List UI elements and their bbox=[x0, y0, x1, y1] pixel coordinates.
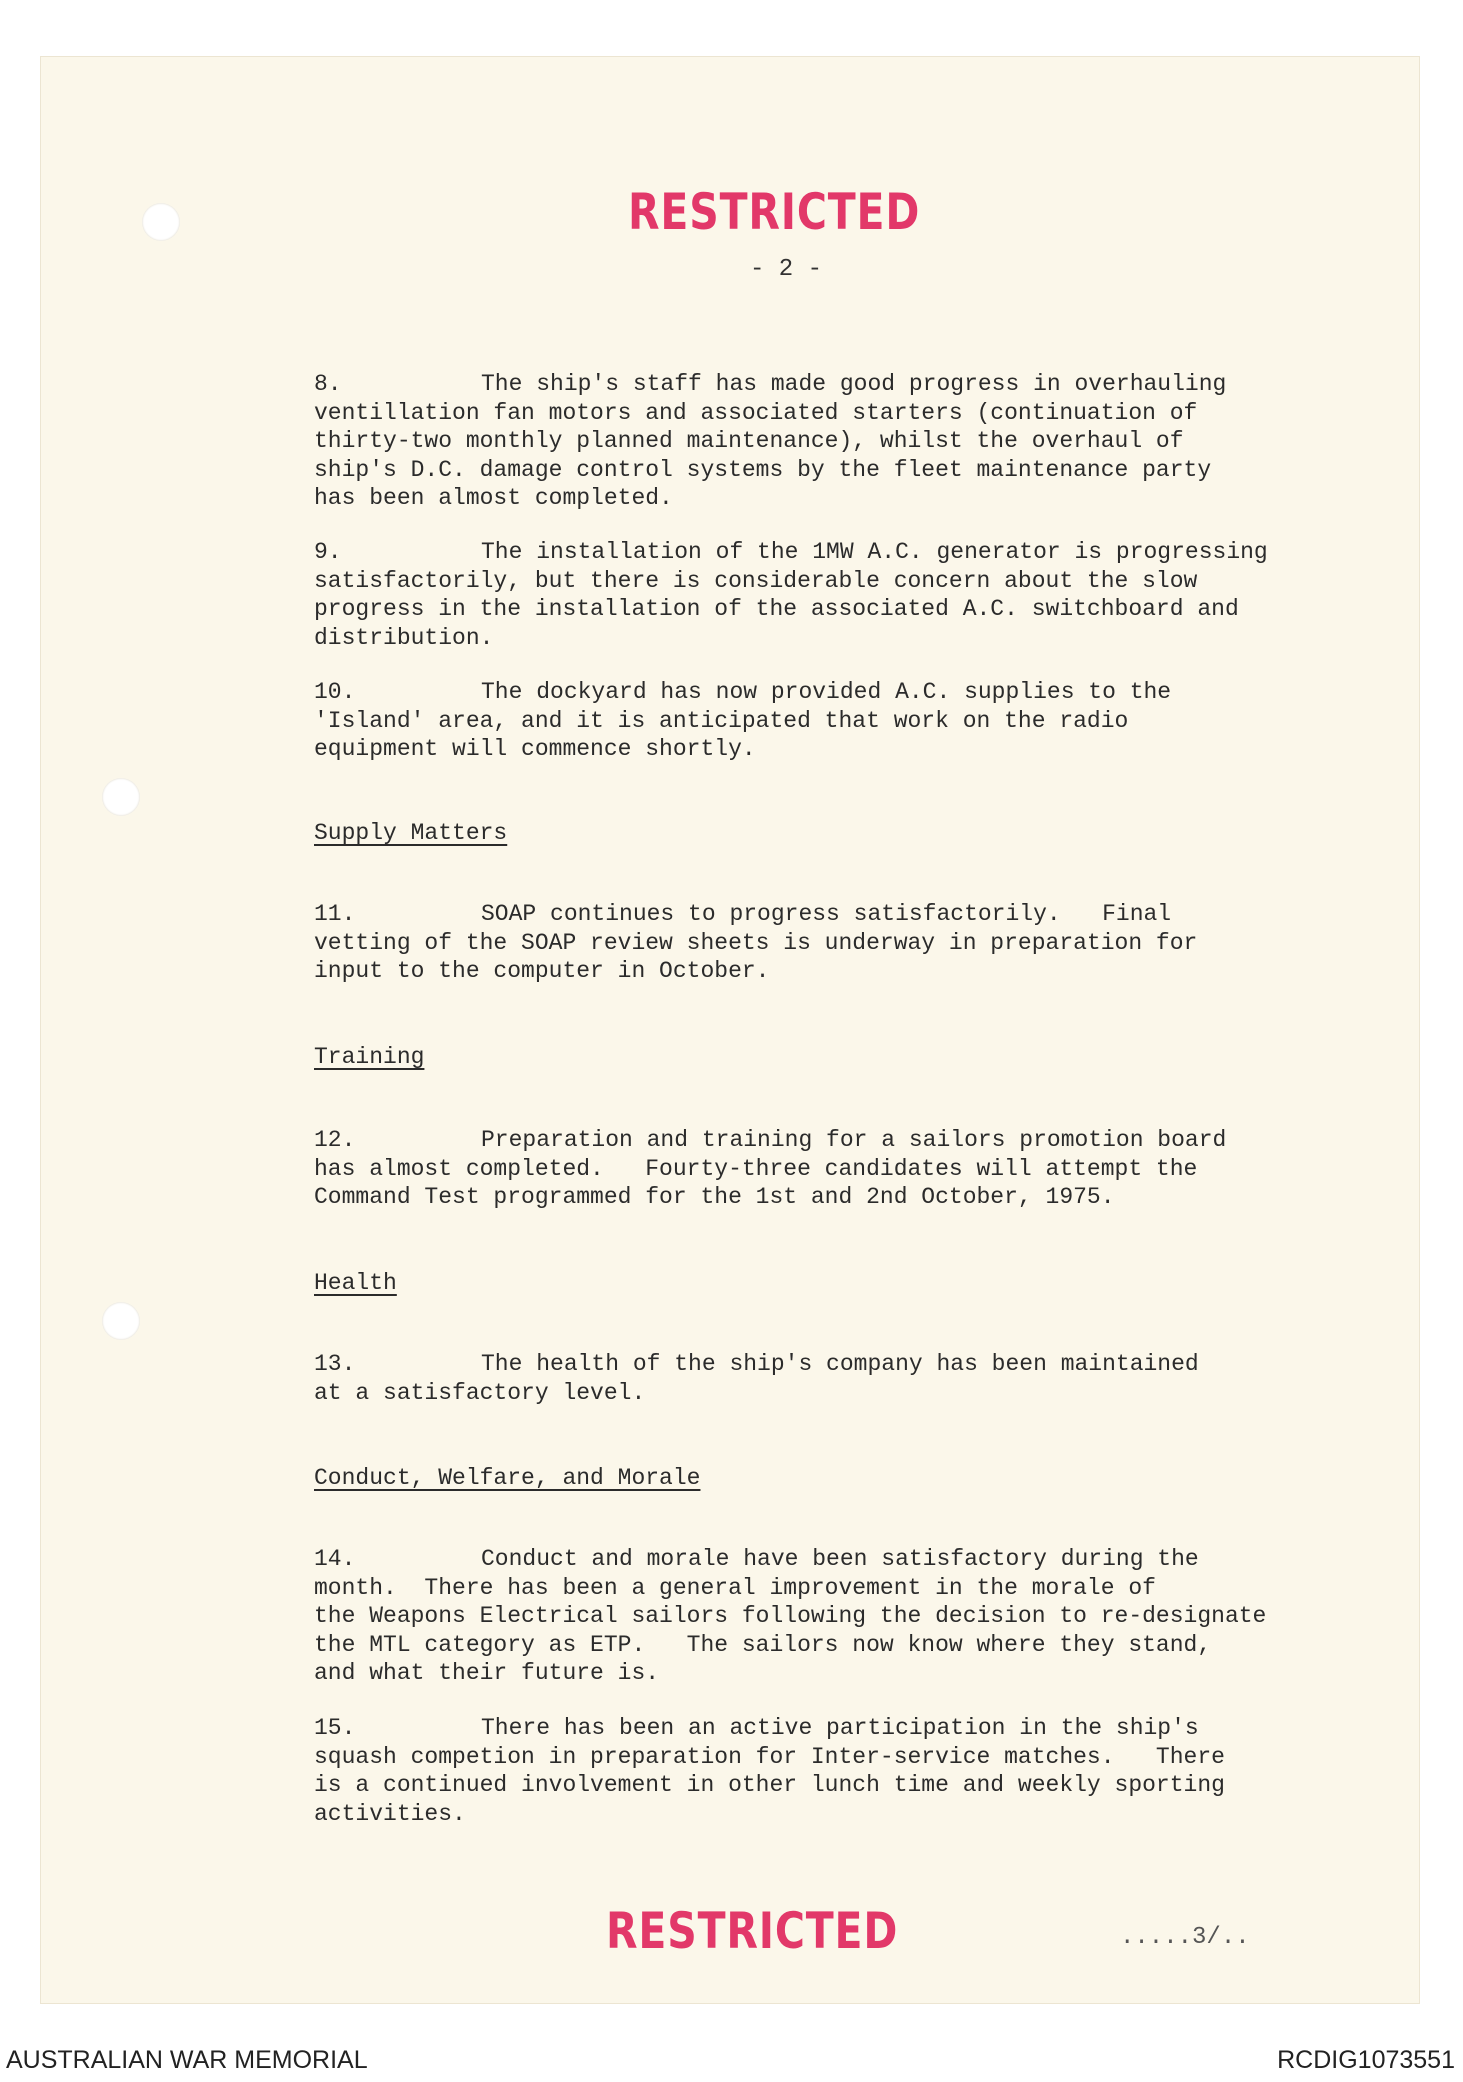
paragraph-line: squash competion in preparation for Inter-service matches. There bbox=[314, 1743, 1225, 1770]
paragraph-line: equipment will commence shortly. bbox=[314, 736, 756, 763]
punch-hole bbox=[142, 203, 180, 241]
paragraph-line: the Weapons Electrical sailors following the decision to re-designate bbox=[314, 1603, 1267, 1630]
paragraph-line: Conduct and morale have been satisfactory during the bbox=[481, 1546, 1199, 1572]
paragraph-line: distribution. bbox=[314, 624, 494, 651]
paragraph-line: has been almost completed. bbox=[314, 485, 673, 512]
footer-record-id: RCDIG1073551 bbox=[1277, 2046, 1455, 2074]
paragraph-number: 13. bbox=[314, 1351, 356, 1377]
paragraph-number: 12. bbox=[314, 1127, 356, 1153]
paragraph-line: ventillation fan motors and associated starters (continuation of bbox=[314, 399, 1198, 426]
heading-conduct-welfare-morale: Conduct, Welfare, and Morale bbox=[314, 1465, 701, 1491]
paragraph-14 bbox=[314, 1545, 1266, 1688]
footer-institution: AUSTRALIAN WAR MEMORIAL bbox=[6, 2046, 368, 2074]
paragraph-line: vetting of the SOAP review sheets is underway in preparation for bbox=[314, 929, 1198, 956]
paragraph-8 bbox=[314, 370, 1226, 513]
heading-health: Health bbox=[314, 1270, 397, 1296]
paragraph-line: Preparation and training for a sailors promotion board bbox=[481, 1127, 1227, 1153]
paragraph-number: 10. bbox=[314, 679, 356, 705]
paragraph-number: 11. bbox=[314, 901, 356, 927]
paragraph-line: 'Island' area, and it is anticipated that work on the radio bbox=[314, 707, 1129, 734]
paragraph-number: 8. bbox=[314, 371, 342, 397]
paragraph-number: 9. bbox=[314, 539, 342, 565]
paragraph-line: There has been an active participation in the ship's bbox=[481, 1715, 1199, 1741]
paragraph-line: The health of the ship's company has been maintained bbox=[481, 1351, 1199, 1377]
paragraph-number: 15. bbox=[314, 1715, 356, 1741]
paragraph-line: SOAP continues to progress satisfactorily. Final bbox=[481, 901, 1172, 927]
paragraph-13 bbox=[314, 1350, 1199, 1407]
restricted-stamp-top: RESTRICTED bbox=[628, 183, 921, 241]
heading-training: Training bbox=[314, 1044, 425, 1070]
paragraph-line: has almost completed. Fourty-three candidates will attempt the bbox=[314, 1155, 1198, 1182]
paragraph-line: The ship's staff has made good progress in overhauling bbox=[481, 371, 1227, 397]
paragraph-line: The dockyard has now provided A.C. supplies to the bbox=[481, 679, 1172, 705]
paragraph-line: is a continued involvement in other lunch time and weekly sporting bbox=[314, 1772, 1225, 1799]
paragraph-15 bbox=[314, 1714, 1225, 1828]
paragraph-line: satisfactorily, but there is considerable concern about the slow bbox=[314, 567, 1198, 594]
heading-supply-matters: Supply Matters bbox=[314, 820, 508, 846]
paragraph-line: the MTL category as ETP. The sailors now know where they stand, bbox=[314, 1631, 1212, 1658]
document-page bbox=[40, 56, 1420, 2004]
paragraph-12 bbox=[314, 1126, 1226, 1212]
paragraph-number: 14. bbox=[314, 1546, 356, 1572]
punch-hole bbox=[102, 778, 140, 816]
paragraph-line: activities. bbox=[314, 1800, 466, 1827]
paragraph-line: The installation of the 1MW A.C. generator is progressing bbox=[481, 539, 1268, 565]
paragraph-line: input to the computer in October. bbox=[314, 958, 770, 985]
continuation-marker: .....3/.. bbox=[1120, 1924, 1250, 1951]
paragraph-line: progress in the installation of the associated A.C. switchboard and bbox=[314, 596, 1239, 623]
punch-hole bbox=[102, 1302, 140, 1340]
paragraph-10 bbox=[314, 678, 1171, 764]
paragraph-line: thirty-two monthly planned maintenance), whilst the overhaul of bbox=[314, 428, 1184, 455]
paragraph-line: ship's D.C. damage control systems by the fleet maintenance party bbox=[314, 456, 1212, 483]
restricted-stamp-bottom: RESTRICTED bbox=[606, 1902, 899, 1960]
paragraph-line: at a satisfactory level. bbox=[314, 1379, 646, 1406]
paragraph-9 bbox=[314, 538, 1268, 652]
paragraph-line: Command Test programmed for the 1st and 2nd October, 1975. bbox=[314, 1184, 1115, 1211]
page-number: - 2 - bbox=[750, 256, 823, 283]
paragraph-11 bbox=[314, 900, 1197, 986]
paragraph-line: and what their future is. bbox=[314, 1660, 660, 1687]
paragraph-line: month. There has been a general improvement in the morale of bbox=[314, 1574, 1156, 1601]
